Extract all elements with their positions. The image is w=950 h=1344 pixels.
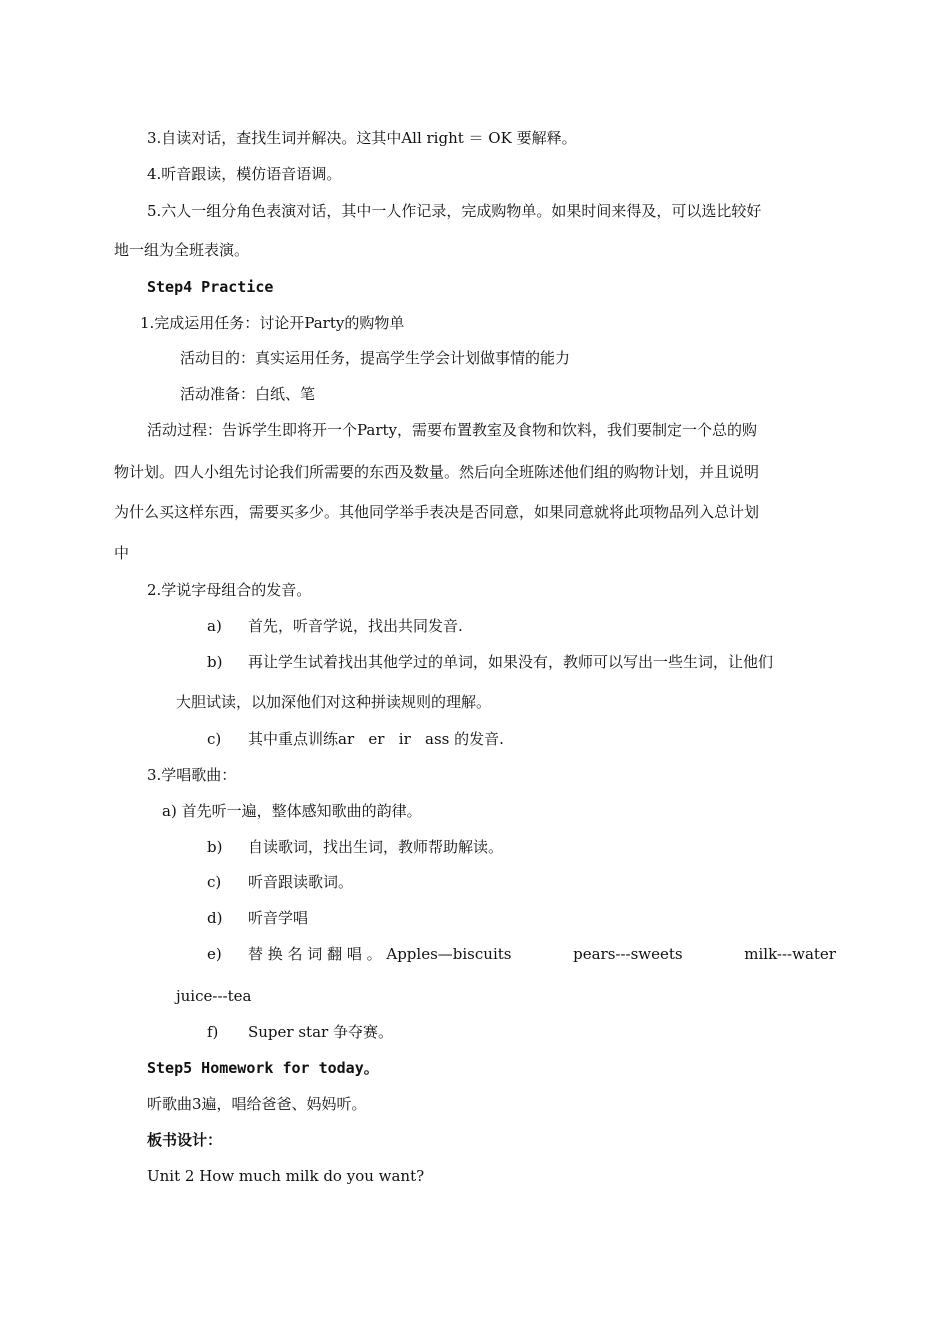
task2-title: 2.学说字母组合的发音。 [147, 581, 312, 599]
task2-b-text: 再让学生试着找出其他学过的单词，如果没有，教师可以写出一些生词，让他们 [248, 653, 774, 671]
task3-f-text: Super star 争夺赛。 [248, 1023, 393, 1041]
task1-process-line-4: 中 [114, 544, 130, 562]
task1-process-line-1: 活动过程：告诉学生即将开一个Party，需要布置教室及食物和饮料，我们要制定一个总的购 [147, 421, 758, 439]
task3-b-text: 自读歌词，找出生词，教师帮助解读。 [248, 838, 504, 856]
step3-item-4: 4.听音跟读，模仿语音语调。 [147, 165, 342, 183]
task3-e-label: e) [207, 945, 222, 963]
step3-item-5: 5.六人一组分角色表演对话，其中一人作记录，完成购物单。如果时间来得及，可以选比较好 [147, 202, 762, 220]
task3-e-part-1: 替 换 名 词 翻 唱 。 Apples—biscuits [248, 945, 512, 963]
task2-a-text: 首先，听音学说，找出共同发音. [248, 617, 463, 635]
task3-b-label: b) [207, 838, 223, 856]
step3-item-5-cont: 地一组为全班表演。 [114, 241, 250, 259]
board-heading: 板书设计： [147, 1131, 223, 1149]
step4-heading: Step4 Practice [147, 278, 274, 296]
task3-c-label: c) [207, 873, 222, 891]
board-title: Unit 2 How much milk do you want? [147, 1167, 425, 1185]
task3-e-part-2: pears---sweets [573, 945, 683, 963]
task3-e-line [248, 944, 836, 964]
task2-b-label: b) [207, 653, 223, 671]
task2-c-text: 其中重点训练ar er ir ass 的发音. [248, 730, 504, 748]
task3-f-label: f) [207, 1023, 219, 1041]
task3-title: 3.学唱歌曲： [147, 766, 237, 784]
task3-d-label: d) [207, 909, 223, 927]
task1-prep: 活动准备：白纸、笔 [180, 385, 316, 403]
task1-process-line-3: 为什么买这样东西，需要买多少。其他同学举手表决是否同意，如果同意就将此项物品列入总计划 [114, 503, 760, 521]
step3-item-3: 3.自读对话，查找生词并解决。这其中All right ＝ OK 要解释。 [147, 129, 577, 147]
task2-c-label: c) [207, 730, 222, 748]
task3-c-text: 听音跟读歌词。 [248, 873, 354, 891]
task3-e-part-3: milk---water [744, 945, 836, 963]
task2-b-cont: 大胆试读，以加深他们对这种拼读规则的理解。 [176, 693, 492, 711]
step5-heading: Step5 Homework for today。 [147, 1059, 379, 1077]
task1-process-line-2: 物计划。四人小组先讨论我们所需要的东西及数量。然后向全班陈述他们组的购物计划，并且说明 [114, 463, 760, 481]
task1-title: 1.完成运用任务：讨论开Party的购物单 [140, 314, 405, 332]
task3-d-text: 听音学唱 [248, 909, 309, 927]
step5-text: 听歌曲3遍，唱给爸爸、妈妈听。 [147, 1095, 367, 1113]
task3-e-cont: juice---tea [176, 987, 252, 1005]
task3-a-text: a) 首先听一遍，整体感知歌曲的韵律。 [162, 802, 422, 820]
task2-a-label: a) [207, 617, 222, 635]
task1-purpose: 活动目的：真实运用任务，提高学生学会计划做事情的能力 [180, 349, 571, 367]
